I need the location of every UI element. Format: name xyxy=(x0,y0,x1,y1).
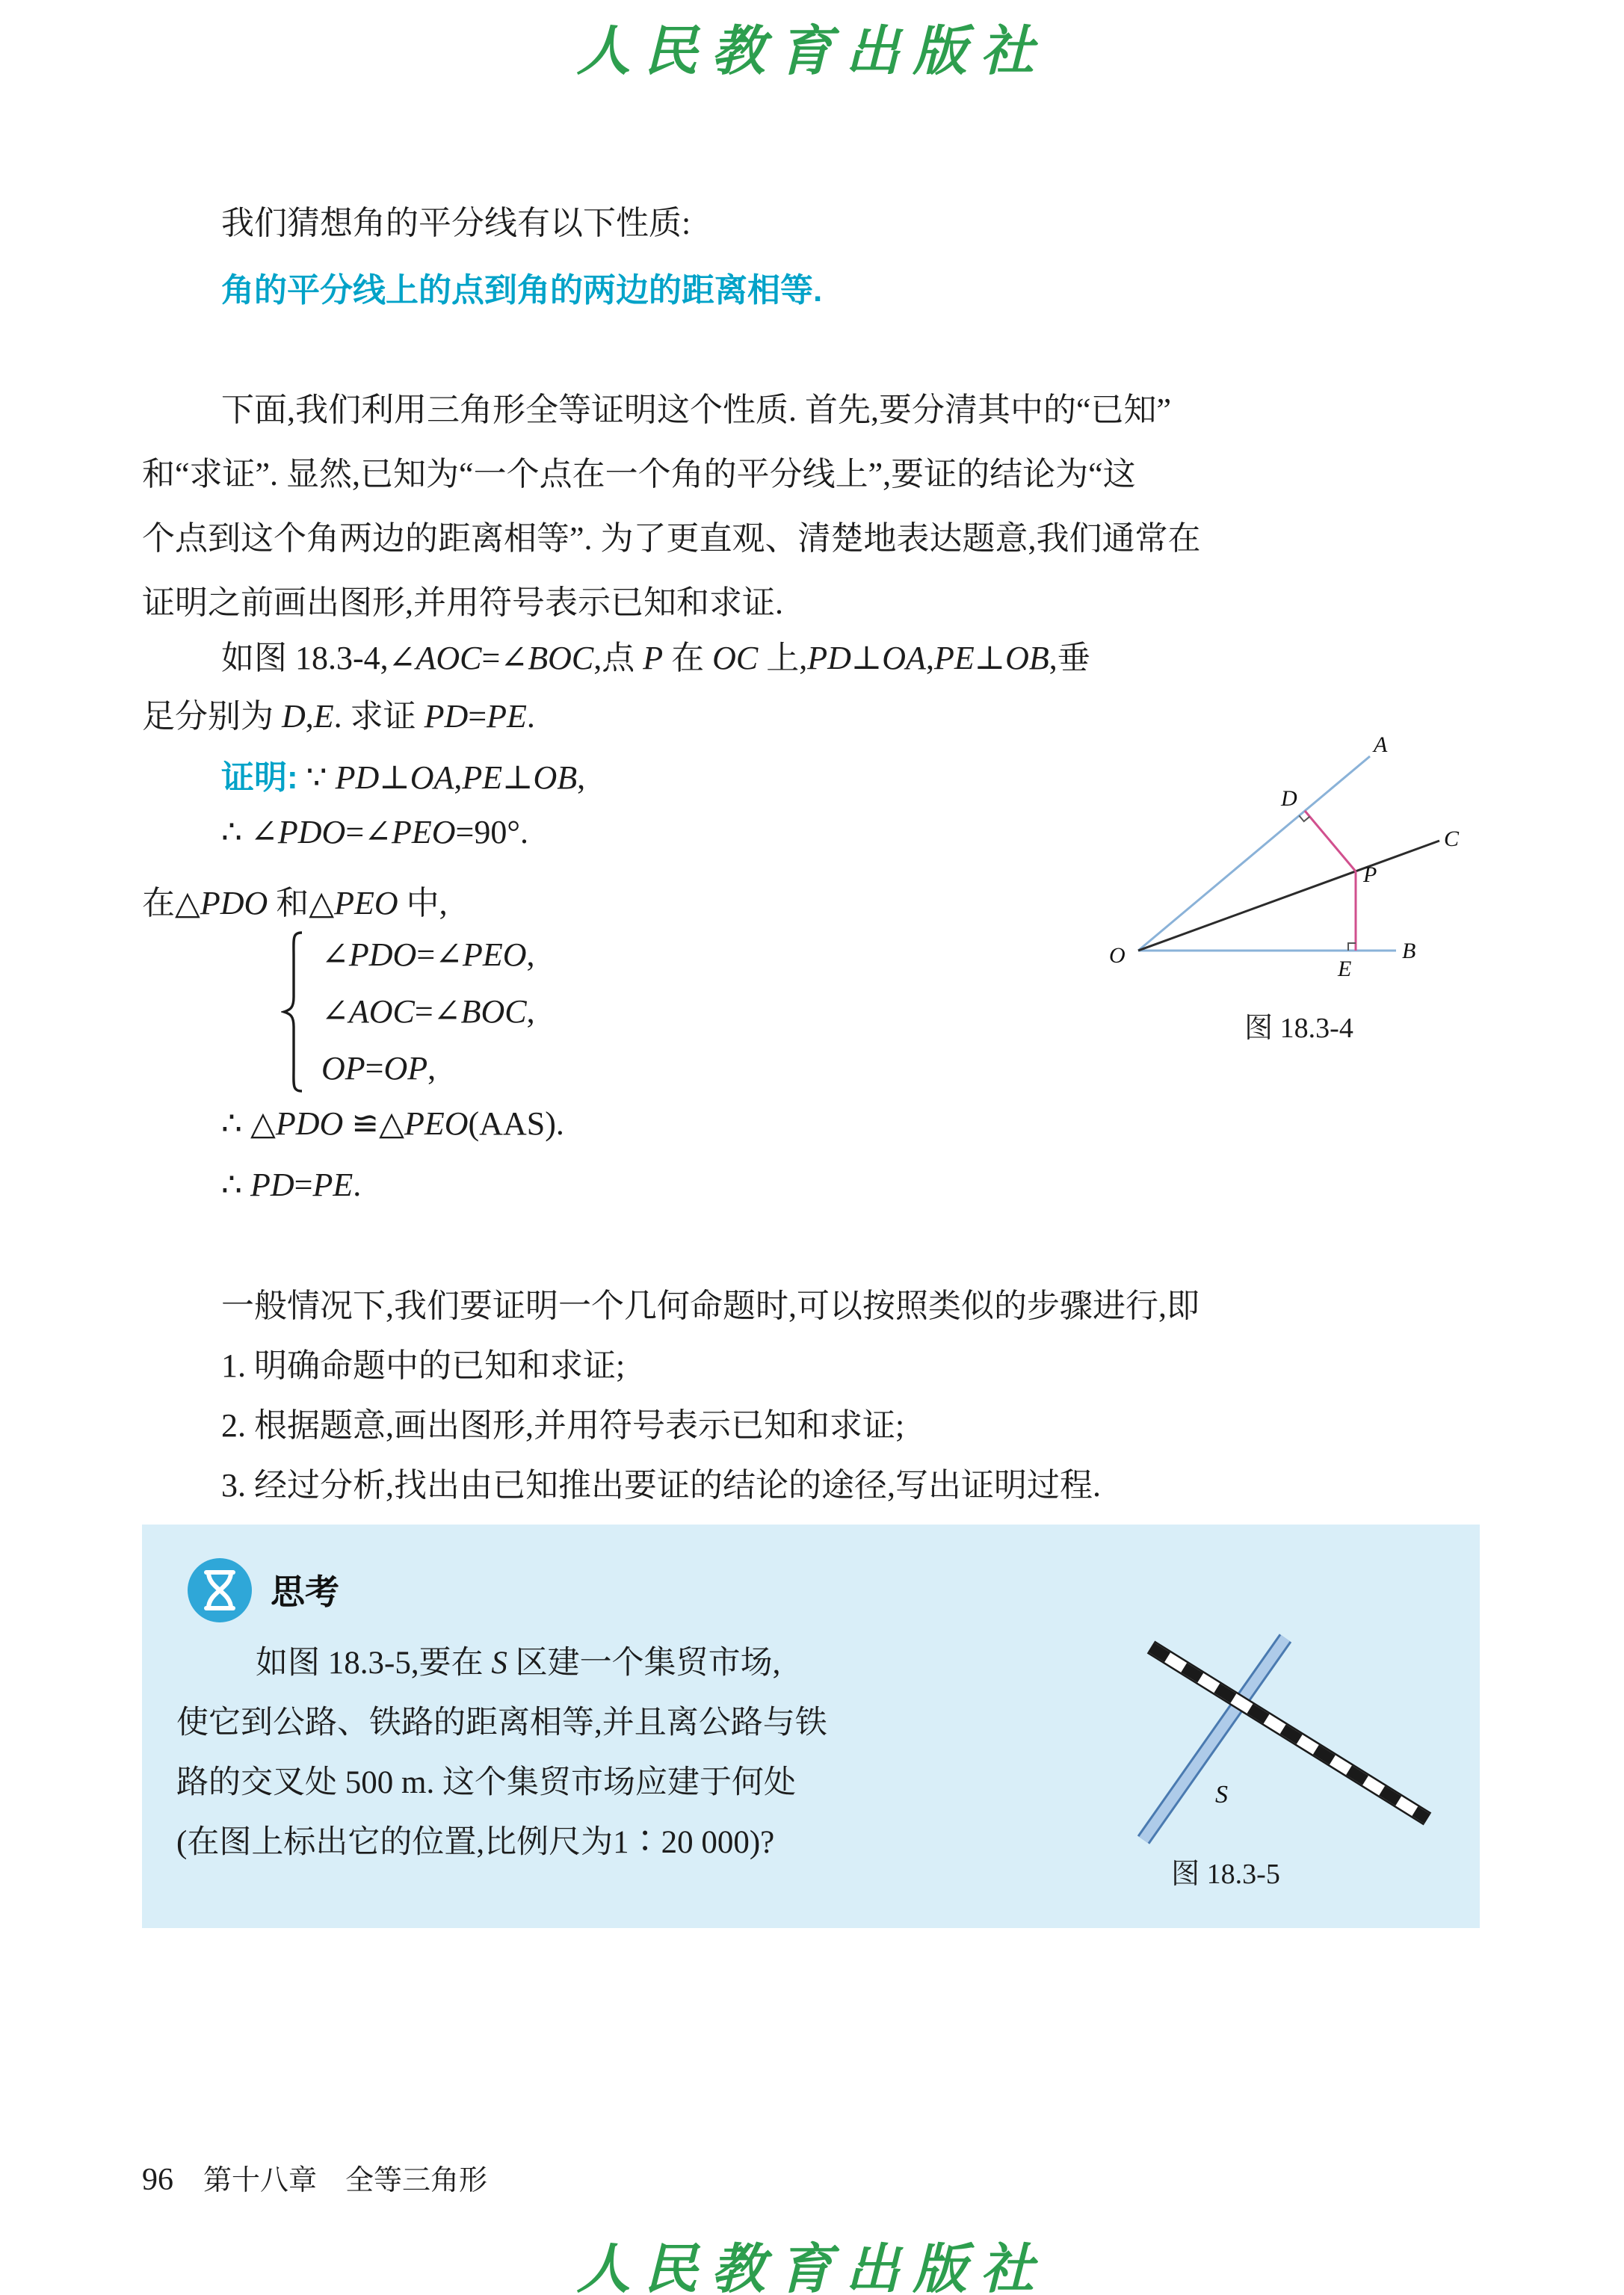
think-title: 思考 xyxy=(271,1572,339,1611)
math-variable: PEO xyxy=(404,1105,469,1142)
paragraph-line: 证明之前画出图形,并用符号表示已知和求证. xyxy=(142,584,783,621)
math-variable: OP xyxy=(321,1050,365,1087)
text-segment: 在△ xyxy=(142,885,200,921)
math-variable: PD xyxy=(424,698,469,735)
think-line xyxy=(176,1634,1043,1693)
math-variable: OA xyxy=(882,640,926,676)
ray-oc-bisector xyxy=(1138,841,1439,951)
text-segment: ≌△ xyxy=(343,1105,404,1142)
region-label-s: S xyxy=(1215,1781,1228,1808)
proof-line-conclusion xyxy=(221,1166,361,1204)
math-variable: PD xyxy=(335,759,380,796)
property-statement: 角的平分线上的点到角的两边的距离相等. xyxy=(221,272,823,309)
text-segment: =90°. xyxy=(455,814,528,850)
math-variable: OA xyxy=(410,759,454,796)
math-variable: PEO xyxy=(392,814,456,850)
text-segment: , xyxy=(305,698,314,735)
road-strip xyxy=(1143,1638,1285,1840)
paragraph-proof-setup xyxy=(142,378,1495,635)
math-variable: PEO xyxy=(334,885,398,921)
system-line-angles-aoc-boc xyxy=(321,983,535,1040)
text-segment: = xyxy=(468,698,487,735)
hourglass-icon xyxy=(184,1554,256,1626)
text-segment: 在 xyxy=(663,640,713,676)
text-segment: 足分别为 xyxy=(142,698,282,735)
think-question xyxy=(176,1634,1043,1873)
step-item: 1. 明确命题中的已知和求证; xyxy=(221,1347,626,1384)
math-variable: AOC xyxy=(416,640,482,676)
text-segment: , xyxy=(577,759,586,796)
page-footer xyxy=(142,2157,487,2198)
math-variable: PDO xyxy=(277,814,346,850)
text-segment: =∠ xyxy=(345,814,392,850)
math-variable: AOC xyxy=(348,993,415,1030)
math-variable: PE xyxy=(312,1167,353,1203)
proof-line-in-triangles xyxy=(142,876,448,924)
text-segment: 如图 18.3-4,∠ xyxy=(221,640,416,676)
math-variable: PDO xyxy=(348,936,417,973)
point-label-c: C xyxy=(1444,827,1460,851)
text-segment: . 求证 xyxy=(333,698,424,735)
text-segment: 使它到公路、铁路的距离相等,并且离公路与铁 xyxy=(176,1705,827,1740)
right-angle-mark-d xyxy=(1299,815,1309,821)
point-label-o: O xyxy=(1109,943,1126,968)
publisher-watermark-bottom: 人民教育出版社 xyxy=(576,2240,1048,2295)
math-variable: BOC xyxy=(460,993,527,1030)
text-segment: =∠ xyxy=(416,936,463,973)
segment-pd xyxy=(1305,811,1356,871)
text-segment: , xyxy=(427,1050,436,1087)
text-segment: . xyxy=(526,698,535,735)
text-segment: 中, xyxy=(398,885,448,921)
general-steps-list xyxy=(142,1276,1495,1516)
angle-bisector-diagram xyxy=(1097,726,1501,988)
text-segment: , xyxy=(925,640,934,676)
paragraph-line: 个点到这个角两边的距离相等”. 为了更直观、清楚地表达题意,我们通常在 xyxy=(142,520,1201,557)
proof-line-congruence xyxy=(221,1105,564,1143)
proof-line-premise xyxy=(221,750,585,798)
brace-path xyxy=(284,933,302,1091)
point-label-b: B xyxy=(1402,939,1416,963)
paragraph-line xyxy=(142,629,1495,688)
proof-line-right-angles xyxy=(221,813,528,851)
text-segment: (在图上标出它的位置,比例尺为1∶20 000)? xyxy=(176,1825,775,1860)
figure-caption: 图 18.3-4 xyxy=(1244,1013,1353,1044)
text-segment: ∠ xyxy=(321,936,349,973)
math-variable: D xyxy=(282,698,306,735)
text-segment: ∵ xyxy=(297,759,336,796)
step-item: 3. 经过分析,找出由已知推出要证的结论的途径,写出证明过程. xyxy=(221,1467,1101,1504)
system-line-op-op xyxy=(321,1040,535,1097)
step-item: 2. 根据题意,画出图形,并用符号表示已知和求证; xyxy=(221,1407,905,1444)
math-variable: E xyxy=(313,698,334,735)
figure-caption: 图 18.3-5 xyxy=(1171,1859,1280,1890)
point-label-e: E xyxy=(1338,957,1352,981)
figure-18-3-5 xyxy=(1031,1602,1465,1916)
math-variable: S xyxy=(491,1646,507,1681)
text-segment: ⊥ xyxy=(379,759,410,796)
math-variable: OB xyxy=(533,759,578,796)
text-segment: (AAS). xyxy=(468,1105,564,1142)
system-brace xyxy=(281,930,308,1094)
math-variable: PD xyxy=(250,1167,294,1203)
text-segment: ,垂 xyxy=(1049,640,1090,676)
text-segment: ,点 xyxy=(593,640,643,676)
math-variable: PEO xyxy=(463,936,527,973)
railway-ties xyxy=(1151,1647,1427,1819)
paragraph-line: 下面,我们利用三角形全等证明这个性质. 首先,要分清其中的“已知” xyxy=(221,392,1172,428)
text-segment: ⊥ xyxy=(974,640,1006,676)
text-segment: , xyxy=(526,993,535,1030)
system-line-angles-pdo-peo xyxy=(321,927,535,983)
steps-intro: 一般情况下,我们要证明一个几何命题时,可以按照类似的步骤进行,即 xyxy=(221,1288,1200,1324)
text-segment: . xyxy=(353,1167,362,1203)
think-box xyxy=(142,1525,1480,1928)
text-segment: ∠ xyxy=(321,993,349,1030)
text-segment: ∴ xyxy=(221,1167,250,1203)
math-variable: PE xyxy=(462,759,503,796)
page-number: 96 xyxy=(142,2163,173,2197)
chapter-title: 第十八章 全等三角形 xyxy=(203,2165,488,2196)
text-segment: = xyxy=(365,1050,384,1087)
math-variable: OC xyxy=(712,640,759,676)
think-line xyxy=(176,1813,1043,1873)
think-line xyxy=(176,1753,1043,1813)
text-segment: 区建一个集贸市场, xyxy=(507,1646,781,1681)
math-variable: BOC xyxy=(528,640,594,676)
text-segment: =∠ xyxy=(414,993,461,1030)
point-label-p: P xyxy=(1363,862,1377,887)
math-variable: OB xyxy=(1005,640,1049,676)
math-variable: PD xyxy=(807,640,851,676)
math-variable: OP xyxy=(383,1050,428,1087)
text-segment: , xyxy=(454,759,463,796)
text-segment: ⊥ xyxy=(850,640,883,676)
publisher-watermark-top: 人民教育出版社 xyxy=(576,22,1048,81)
road-railway-diagram xyxy=(1031,1602,1465,1849)
text-segment: =∠ xyxy=(481,640,528,676)
paragraph-line: 和“求证”. 显然,已知为“一个点在一个角的平分线上”,要证的结论为“这 xyxy=(142,456,1136,492)
math-variable: PDO xyxy=(275,1105,344,1142)
math-variable: PDO xyxy=(200,885,268,921)
point-label-d: D xyxy=(1281,786,1297,811)
text-segment: 路的交叉处 500 m. 这个集贸市场应建于何处 xyxy=(176,1765,796,1800)
text-segment: 和△ xyxy=(268,885,335,921)
math-variable: P xyxy=(643,640,664,676)
text-segment: , xyxy=(526,936,535,973)
math-variable: PE xyxy=(487,698,527,735)
point-label-a: A xyxy=(1374,732,1388,757)
proof-keyword: 证明: xyxy=(221,759,298,796)
text-segment: 如图 18.3-5,要在 xyxy=(256,1646,492,1681)
text-segment: 上, xyxy=(758,640,808,676)
text-segment: ∴ △ xyxy=(221,1105,276,1142)
text-segment: ∴ ∠ xyxy=(221,814,278,850)
think-line xyxy=(176,1693,1043,1753)
figure-18-3-4 xyxy=(1097,726,1501,1048)
ray-oa xyxy=(1138,756,1370,951)
text-segment: = xyxy=(294,1167,313,1203)
text-segment: ⊥ xyxy=(502,759,534,796)
proof-equation-system xyxy=(321,927,535,1097)
intro-line: 我们猜想角的平分线有以下性质: xyxy=(221,205,691,241)
math-variable: PE xyxy=(933,640,975,676)
